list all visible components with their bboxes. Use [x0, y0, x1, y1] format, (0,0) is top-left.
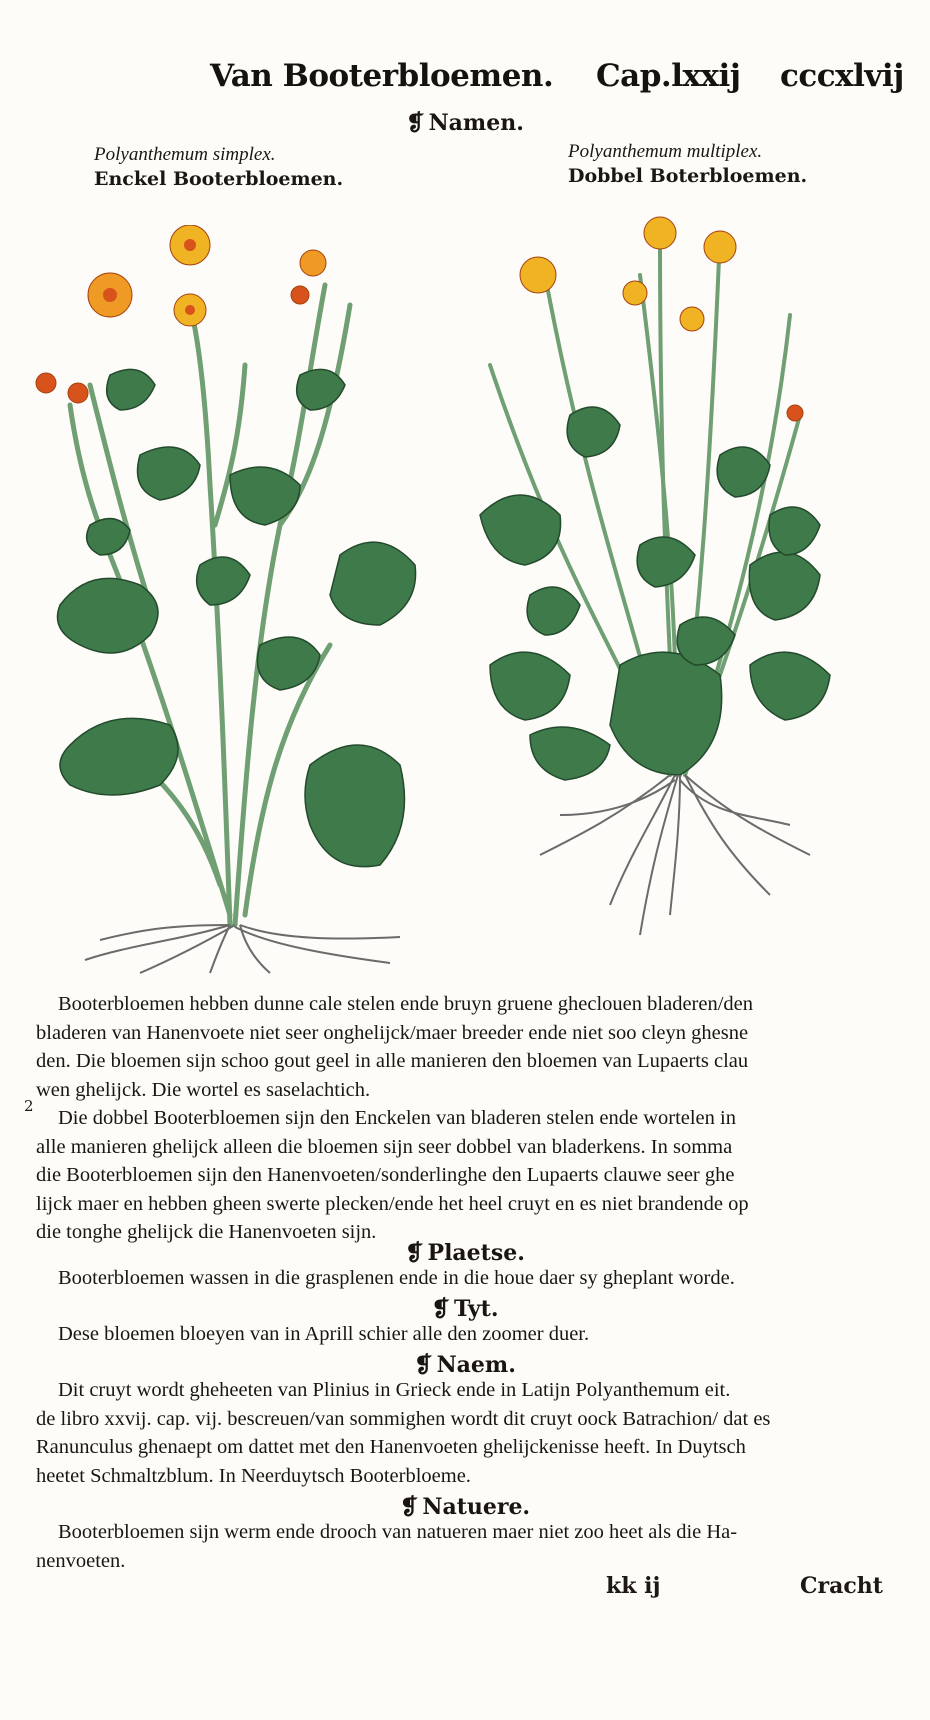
section-heading-time: ❡ Tyt. — [431, 1296, 499, 1322]
text-line: Die dobbel Booterbloemen sijn den Enckelen van bladeren stelen ende wortelen in — [58, 1107, 736, 1129]
text-line: nenvoeten. — [36, 1549, 126, 1572]
description-paragraph — [36, 990, 880, 1104]
page-title: Van Booterbloemen. — [210, 58, 554, 94]
place-paragraph — [36, 1264, 880, 1293]
paragraph-mark-icon: ❡ — [405, 1240, 424, 1266]
caption-right-latin: Polyanthemum multiplex. — [568, 141, 763, 162]
text-line: Dese bloemen bloeyen van in Aprill schier alle den zoomer duer. — [58, 1323, 590, 1345]
section-heading-naming: ❡ Naem. — [414, 1352, 516, 1378]
double-flower-paragraph — [36, 1104, 880, 1247]
text-line: den. Die bloemen sijn schoo gout geel in alle manieren den bloemen van Lupaerts clau — [36, 1050, 749, 1072]
chapter-number: Cap.lxxij — [596, 58, 741, 94]
nature-paragraph — [36, 1518, 880, 1575]
signature-mark: kk ij — [606, 1573, 661, 1599]
text-line: Dit cruyt wordt gheheeten van Plinius in Grieck ende in Latijn Polyanthemum eit. — [58, 1379, 731, 1401]
paragraph-mark-icon: ❡ — [414, 1352, 433, 1378]
text-line: bladeren van Hanenvoete niet seer onghelijck/maer breeder ende niet soo cleyn ghesne — [36, 1021, 749, 1044]
caption-left-latin: Polyanthemum simplex. — [94, 144, 276, 165]
section-heading-place: ❡ Plaetse. — [405, 1240, 525, 1266]
section-heading-nature: ❡ Natuere. — [399, 1494, 531, 1520]
text-line: de libro xxvij. cap. vij. bescreuen/van sommighen wordt dit cruyt oock Batrachion/ dat es — [36, 1407, 771, 1430]
marginal-number: 2 — [24, 1097, 34, 1115]
caption-right-dutch: Dobbel Boterbloemen. — [568, 165, 808, 187]
text-line: die Booterbloemen sijn den Hanenvoeten/sonderlinghe den Lupaerts clauwe seer ghe — [36, 1164, 735, 1186]
section-heading-names: ❡ Namen. — [406, 110, 524, 136]
text-line: Ranunculus ghenaept om dattet met den Hanenvoeten ghelijckenisse heeft. In Duytsch — [36, 1436, 746, 1458]
text-line: alle manieren ghelijck alleen die bloemen sijn seer dobbel van bladerkens. In somma — [36, 1135, 733, 1158]
paragraph-mark-icon: ❡ — [406, 110, 425, 136]
caption-right — [568, 140, 807, 188]
time-paragraph — [36, 1320, 880, 1349]
caption-left — [94, 143, 343, 191]
paragraph-mark-icon: ❡ — [399, 1494, 419, 1520]
buttercup-double-illustration — [470, 215, 870, 965]
folio-number: cccxlvij — [780, 58, 904, 94]
naming-paragraph — [36, 1376, 880, 1490]
text-line: die tonghe ghelijck die Hanenvoeten sijn. — [36, 1221, 377, 1243]
text-line: wen ghelijck. Die wortel es saselachtich. — [36, 1078, 371, 1101]
text-line: Booterbloemen sijn werm ende drooch van natueren maer niet zoo heet als die Ha- — [58, 1521, 738, 1543]
text-line: Booterbloemen wassen in die grasplenen ende in die houe daer sy gheplant worde. — [58, 1267, 735, 1289]
paragraph-mark-icon: ❡ — [431, 1296, 450, 1322]
buttercup-simple-illustration — [30, 225, 450, 975]
text-line: lijck maer en hebben gheen swerte plecken/ende het heel cruyt en es niet brandende op — [36, 1192, 749, 1215]
text-line: heetet Schmaltzblum. In Neerduytsch Booterbloeme. — [36, 1464, 471, 1487]
catchword: Cracht — [800, 1573, 883, 1599]
caption-left-dutch: Enckel Booterbloemen. — [94, 168, 344, 190]
text-line: Booterbloemen hebben dunne cale stelen ende bruyn gruene gheclouen bladeren/den — [58, 993, 754, 1015]
